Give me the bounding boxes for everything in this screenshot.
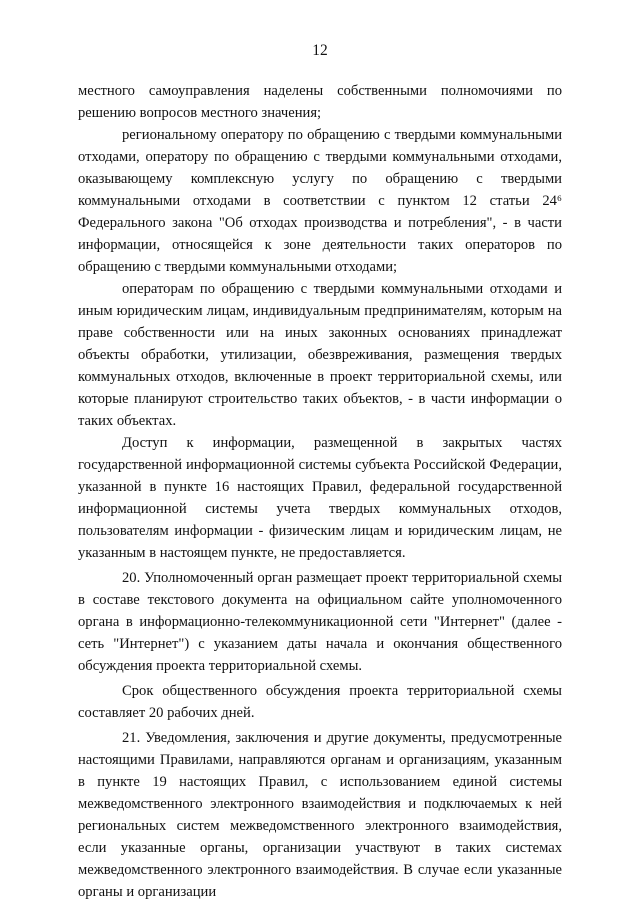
document-body: [78, 80, 562, 903]
paragraph-item-20: 20. Уполномоченный орган размещает проект территориальной схемы в составе текстового документа на официальном сайте уполномоченного органа в информационно-телекоммуникационной сети "Интернет" (далее - сеть "Интернет") с указанием даты начала и окончания общественного обсуждения проекта территориальной схемы.: [78, 570, 562, 674]
paragraph-waste-operators: операторам по обращению с твердыми коммунальными отходами и иным юридическим лицам, индивидуальным предпринимателям, которым на праве собственности или на иных законных основаниях принадлежат объекты обработки, утилизации, обезвреживания, размещения твердых коммунальных отходов, включенные в проект территориальной схемы, или которые планируют строительство таких объектов, - в части информации о таких объектах.: [78, 281, 562, 429]
page-number: 12: [312, 42, 328, 59]
paragraph-continuation: местного самоуправления наделены собственными полномочиями по решению вопросов местного значения;: [78, 83, 562, 121]
paragraph-regional-operator: региональному оператору по обращению с твердыми коммунальными отходами, оператору по обращению с твердыми коммунальными отходами, оказывающему комплексную услугу по обращению с твердыми коммунальными отходами в соответствии с пунктом 12 статьи 24⁶ Федерального закона "Об отходах производства и потребления", - в части информации, относящейся к зоне деятельности таких операторов по обращению с твердыми коммунальными отходами;: [78, 127, 562, 275]
paragraph-item-21: 21. Уведомления, заключения и другие документы, предусмотренные настоящими Правилами, направляются органам и организациям, указанным в пункте 19 настоящих Правил, с использованием единой системы межведомственного электронного взаимодействия и подключаемых к ней региональных систем межведомственного электронного взаимодействия, если указанные органы, организации участвуют в таких системах межведомственного электронного взаимодействия. В случае если указанные органы и организации: [78, 730, 562, 900]
paragraph-discussion-period: Срок общественного обсуждения проекта территориальной схемы составляет 20 рабочих дней.: [78, 683, 562, 721]
paragraph-access-restriction: Доступ к информации, размещенной в закрытых частях государственной информационной системы субъекта Российской Федерации, указанной в пункте 16 настоящих Правил, федеральной государственной информационной системы учета твердых коммунальных отходов, пользователям информации - физическим лицам и юридическим лицам, не указанным в настоящем пункте, не предоставляется.: [78, 435, 562, 561]
